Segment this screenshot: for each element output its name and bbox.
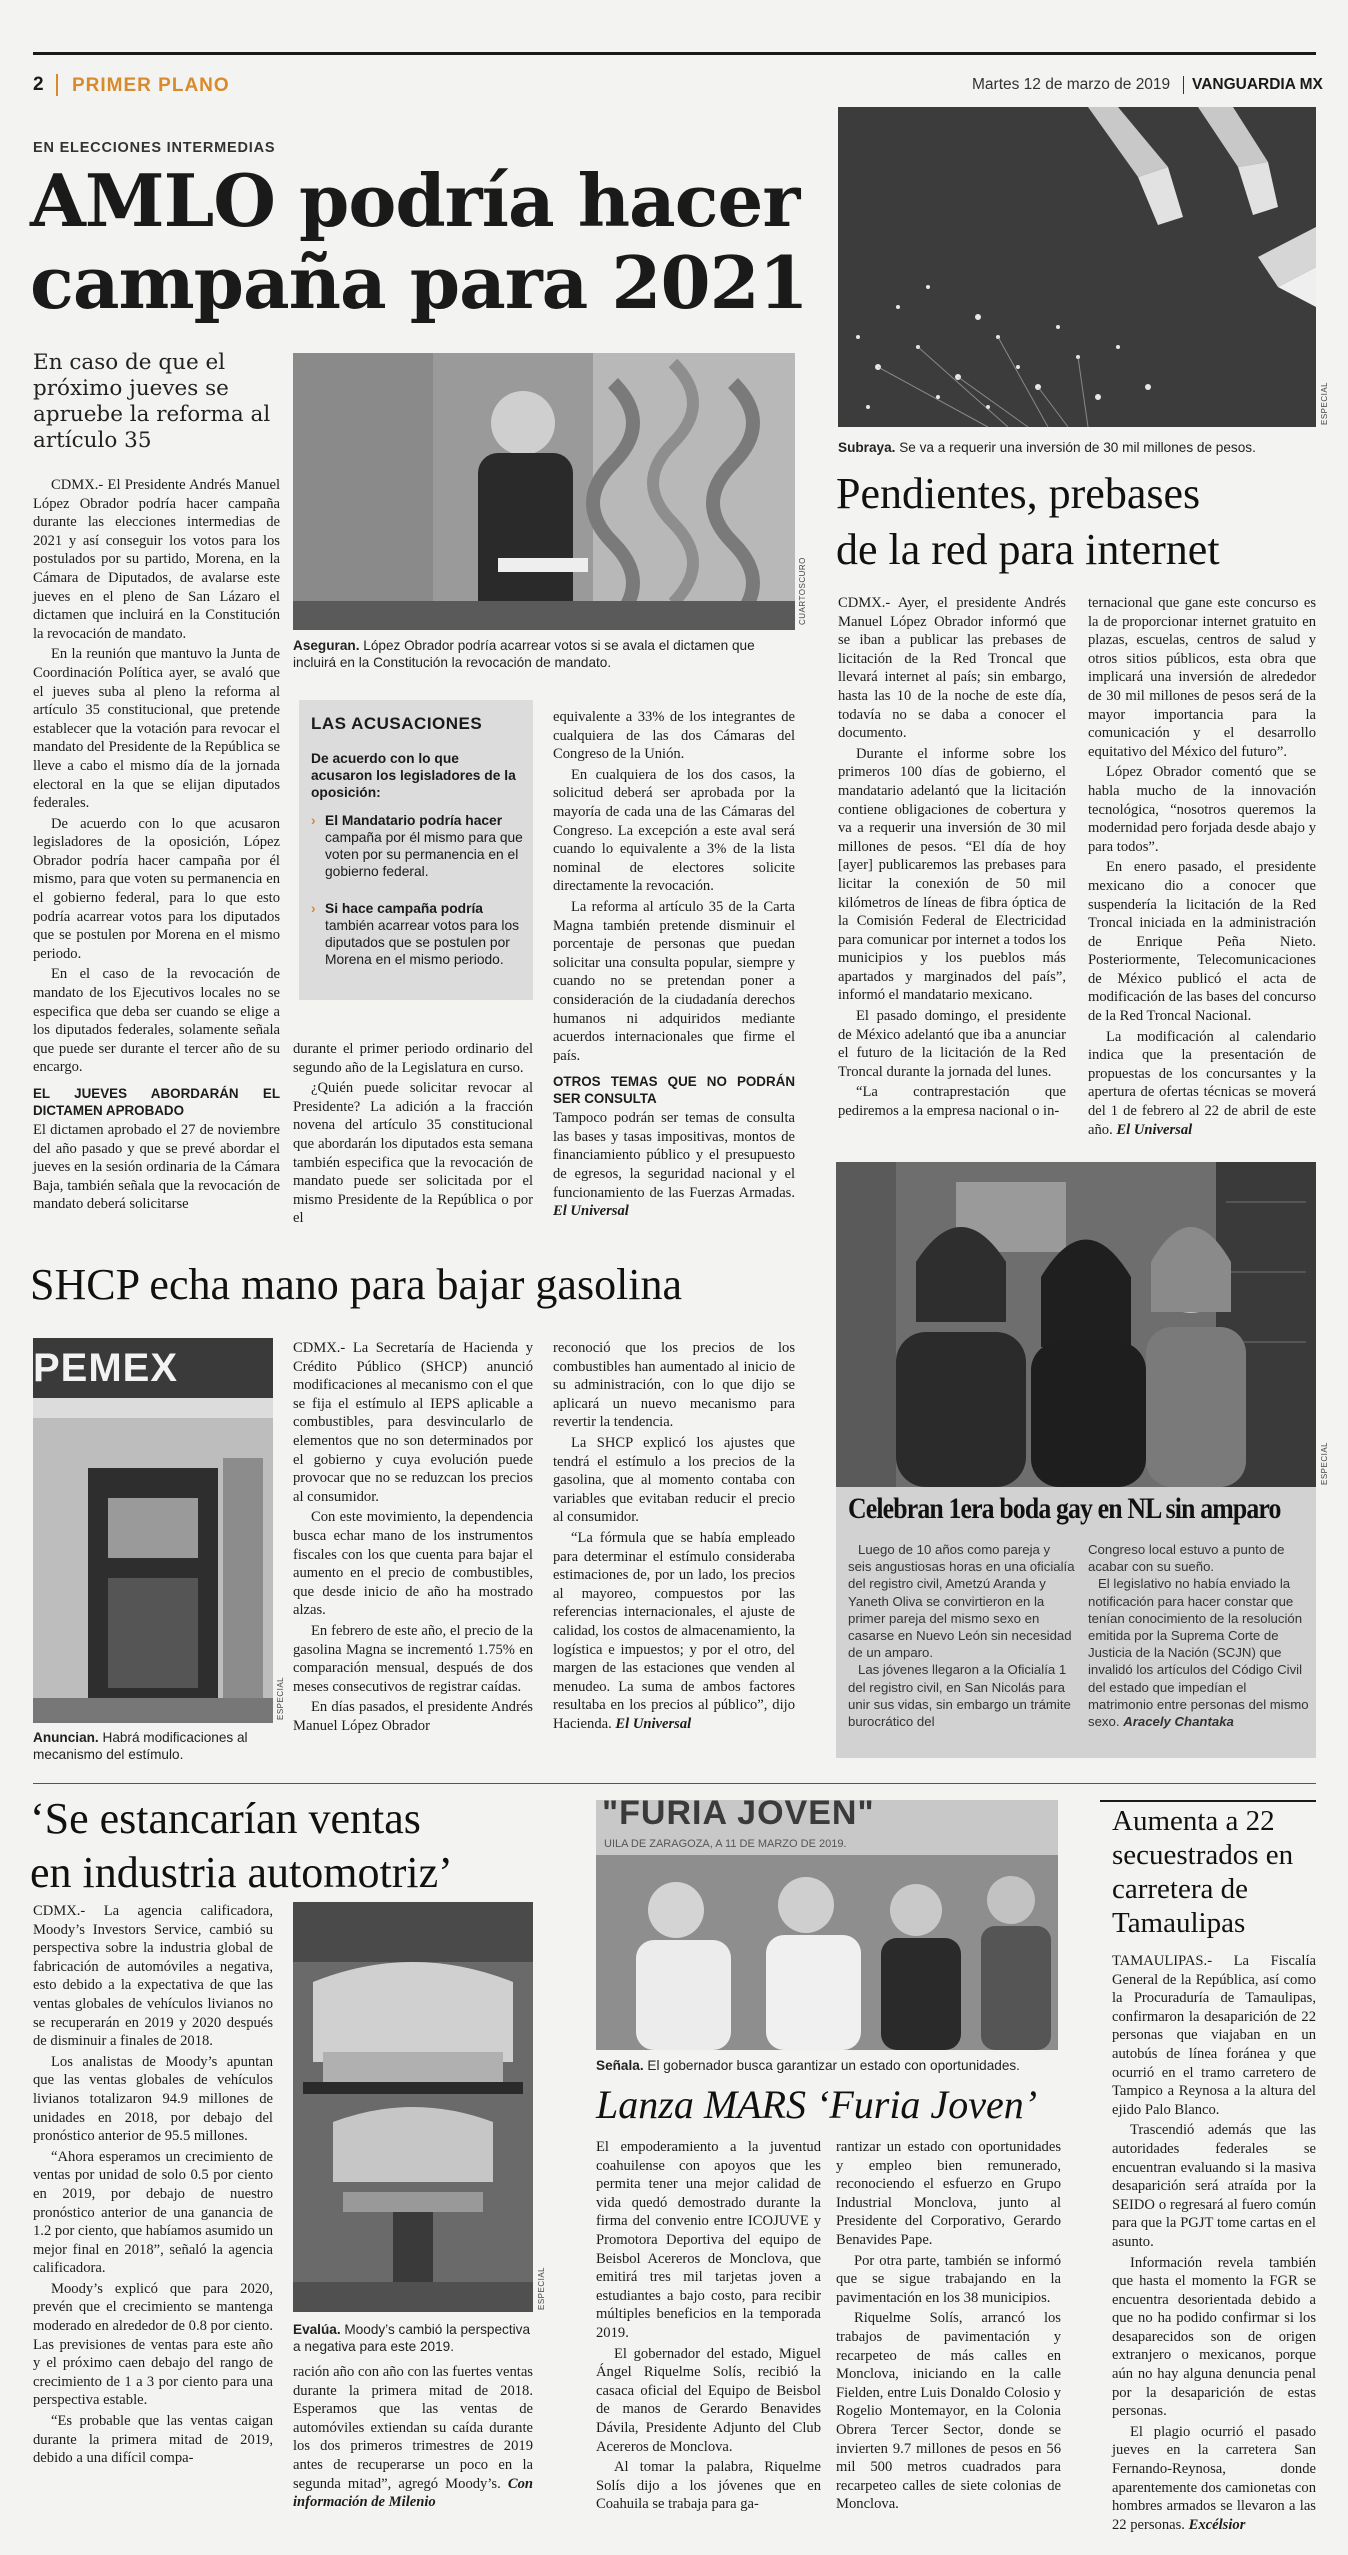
shcp-headline: SHCP echa mano para bajar gasolina <box>30 1260 683 1309</box>
acusaciones-item-1 <box>311 812 523 880</box>
shcp-caption-text: Habrá modificaciones al mecanismo del estímulo. <box>33 1730 248 1762</box>
auto-paragraph-text: ración año con año con las fuertes ventas durante la primera mitad de 2018. Esperamos que las ventas de automóviles extiendan su caída durante los dos primeros trimestres de 2019 antes de recuperarse un poco en la segunda mitad”, agregó Moody’s. <box>293 2364 533 2492</box>
shcp-paragraph <box>553 1529 795 1734</box>
acusaciones-item-2 <box>311 900 523 968</box>
tamaulipas-signature: Excélsior <box>1188 2516 1246 2533</box>
boda-photo-illustration <box>836 1162 1316 1487</box>
amlo-paragraph <box>553 1109 795 1221</box>
amlo-headline <box>30 160 808 324</box>
amlo-paragraph: De acuerdo con lo que acusaron legisladores de la oposición, López Obrador podría hacer campaña por él mismo, para que voten su permanencia en el gobierno federal, para lo que esto podría acarrear votos para los diputados que se postulen por Morena en el mismo periodo. <box>33 815 280 962</box>
shcp-column-1 <box>293 1339 533 1769</box>
acusaciones-box <box>299 700 533 1000</box>
header-date-separator <box>1183 76 1184 94</box>
internet-column-1 <box>838 594 1066 1174</box>
mars-paragraph: rantizar un estado con oportunidades y empleo bien remunerado, reconociendo el esfuerzo en Grupo Industrial Monclova, junto al Presidente del Corporativo, Gerardo Benavides Pape. <box>836 2139 1061 2248</box>
mars-paragraph: El gobernador del estado, Miguel Ángel Riquelme Solís, recibió la casaca oficial del Equipo de Beisbol de manos de Gerardo Benavides Dávila, Presidente Adjunto del Club Acereros de Monclova. <box>596 2345 821 2455</box>
internet-paragraph: Durante el informe sobre los primeros 100 días de gobierno, el mandatario adelantó que la licitación contiene obligaciones de cobertura y va a requerir una inversión de 30 mil millones de pesos. “El día de hoy [ayer] publicaremos las prebases para licitar la conexión de 50 mil kilómetros de líneas de fibra óptica de la Comisión Federal de Electricidad para comunicar por internet a todos los municipios y los pueblos más apartados y marginados del país”, informó el mandatario mexicano. <box>838 745 1066 1004</box>
shcp-signature: El Universal <box>615 1715 692 1732</box>
amlo-paragraph: El dictamen aprobado el 27 de noviembre del año pasado y que se prevé abordar el jueves en la sesión ordinaria de la Cámara Baja, también señala que la revocación de mandato deberá solicitarse <box>33 1122 280 1213</box>
amlo-photo-credit: CUARTOSCURO <box>798 557 807 625</box>
auto-signature: Con información de Milenio <box>293 2475 533 2511</box>
auto-paragraph: “Ahora esperamos un crecimiento de ventas por unidad de solo 0.5 por ciento en 2019, por debajo de nuestro pronóstico anterior de una ganancia de 1.2 por ciento, que habíamos asumido un mejor final en 2018”, señaló la agencia calificadora. <box>33 2148 273 2277</box>
amlo-photo-illustration <box>293 353 795 630</box>
shcp-caption-bold: Anuncian. <box>33 1730 99 1745</box>
amlo-caption-text: López Obrador podría acarrear votos si se avala el dictamen que incluirá en la Constitución la revocación de mandato. <box>293 638 755 670</box>
amlo-photo-caption <box>293 638 793 671</box>
tamaulipas-paragraph: TAMAULIPAS.- La Fiscalía General de la República, así como la Procuraduría de Tamaulipas, confirmaron la desaparición de 22 personas que viajaban en un autobús de línea foránea y que ocurrió en el tramo carretero de Tampico a Reynosa a la altura del ejido Palo Blanco. <box>1112 1953 1316 2118</box>
amlo-subhead: OTROS TEMAS QUE NO PODRÁN SER CONSULTA <box>553 1074 795 1107</box>
tamaulipas-paragraph-text: El plagio ocurrió el pasado jueves en la carretera San Fernando-Reynosa, donde aparentemente dos camionetas con hombres armados se llevaron a las 22 personas. <box>1112 2423 1316 2533</box>
shcp-paragraph-text: “La fórmula que se había empleado para determinar el estímulo consideraba estimaciones de, por un lado, los precios al mayoreo, compuestos por las referencias internacionales, el ajuste de calidad, los costos de almacenamiento, la logística e impuestos; y por el otro, del margen de las estaciones que venden al menudeo. La suma de ambos factores resultaba en los precios al público”, dijo Hacienda. <box>553 1529 795 1732</box>
amlo-column-3 <box>553 708 795 1248</box>
auto-photo <box>293 1902 533 2312</box>
amlo-paragraph-text: Tampoco podrán ser temas de consulta las bases y tasas impositivas, montos de financiamiento público y el presupuesto de egresos, la seguridad nacional y el funcionamiento de las Fuerzas Armadas. <box>553 1110 795 1201</box>
boda-headline: Celebran 1era boda gay en NL sin amparo <box>848 1492 1281 1525</box>
internet-photo-caption <box>838 440 1316 457</box>
shcp-photo-caption <box>33 1730 273 1763</box>
pemex-sign: PEMEX <box>33 1346 179 1390</box>
auto-paragraph: Los analistas de Moody’s apuntan que las ventas globales de vehículos livianos totalizaron 94.9 millones de unidades en 2018, por debajo del pronóstico anterior de 95.5 millones. <box>33 2053 273 2145</box>
boda-photo <box>836 1162 1316 1487</box>
internet-headline <box>836 466 1220 578</box>
internet-paragraph: En enero pasado, el presidente mexicano dio a conocer que suspendería la licitación de la Red Troncal iniciada en la administración de Enrique Peña Nieto. Posteriormente, Telecomunicaciones de México publicó el acta de modificación de las bases del concurso de la Red Troncal Nacional. <box>1088 859 1316 1025</box>
boda-paragraph: Las jóvenes llegaron a la Oficialía 1 del registro civil, en San Nicolás para unir sus vidas, sin embargo un trámite burocrático del <box>848 1662 1071 1730</box>
auto-caption-bold: Evalúa. <box>293 2322 341 2337</box>
internet-paragraph: ternacional que gane este concurso es la de proporcionar internet gratuito en plazas, escuelas, centros de salud y otros sitios públicos, esta obra que implicará una inversión de alrededor de 30 mil millones de pesos será de la mayor importancia para la comunicación y el desarrollo equitativo del México del futuro”. <box>1088 595 1316 760</box>
amlo-photo <box>293 353 795 630</box>
tamaulipas-paragraph: Información revela también que hasta el momento la FGR se encuentra desorientada debido a que no ha podido confirmar si los desaparecidos son de origen extranjero o mexicanos, porque aún no hay alguna denuncia penal por la desaparición de estas personas. <box>1112 2254 1316 2420</box>
acusaciones-title: LAS ACUSACIONES <box>311 714 483 733</box>
shcp-paragraph: Con este movimiento, la dependencia busca echar mano de los instrumentos fiscales con los que cuenta para bajar el aumento en el precio de combustibles, que desde inicio de año ha mostrado alzas. <box>293 1509 533 1619</box>
amlo-subhead: EL JUEVES ABORDARÁN EL DICTAMEN APROBADO <box>33 1086 280 1118</box>
header-paper: VANGUARDIA MX <box>1192 76 1323 93</box>
mars-column-2 <box>836 2138 1061 2548</box>
mars-paragraph: Riquelme Solís, arrancó los trabajos de pavimentación y recarpeteo de más calles en Monclova, iniciando en la calle Fielden, entre Luis Donaldo Colosio y Rogelio Montemayor, en la Colonia Obrera Tercer Sector, donde se invierten 9.7 millones de pesos en 56 mil 500 metros cuadrados para recarpeteo calles de siete colonias de Monclova. <box>836 2310 1061 2513</box>
section-label: PRIMER PLANO <box>72 75 230 96</box>
auto-headline <box>30 1792 453 1900</box>
shcp-photo <box>33 1338 273 1723</box>
internet-headline-line2: de la red para internet <box>836 525 1220 574</box>
boda-paragraph: Luego de 10 años como pareja y seis angustiosas horas en una oficialía del registro civil, Ametzú Aranda y Yaneth Oliva se convirtieron en la primer pareja del mismo sexo en casarse en Nuevo León sin necesidad de un amparo. <box>848 1542 1075 1661</box>
acusaciones-item-2-bold: Si hace campaña podría <box>325 901 483 916</box>
mars-caption-bold: Señala. <box>596 2058 644 2073</box>
shcp-paragraph: La SHCP explicó los ajustes que tendrá el estímulo a los precios de la gasolina, que al momento contaba con variables que evitaban reducir el precio al consumidor. <box>553 1434 795 1526</box>
header-separator <box>56 74 58 96</box>
internet-photo-illustration <box>838 107 1316 427</box>
amlo-paragraph: durante el primer periodo ordinario del segundo año de la Legislatura en curso. <box>293 1041 533 1076</box>
shcp-column-2 <box>553 1339 795 1769</box>
tamaulipas-rule <box>1100 1800 1316 1802</box>
page-number: 2 <box>33 74 44 95</box>
auto-caption-text: Moody’s cambió la perspectiva a negativa para este 2019. <box>293 2322 531 2354</box>
mars-photo-banner-sub: UILA DE ZARAGOZA, A 11 DE MARZO DE 2019. <box>604 1838 847 1850</box>
auto-photo-illustration <box>293 1902 533 2312</box>
mars-column-1 <box>596 2138 821 2548</box>
boda-column-2 <box>1088 1541 1310 1730</box>
amlo-paragraph: CDMX.- El Presidente Andrés Manuel López Obrador podría hacer campaña durante las elecciones intermedias de 2021 y así conseguir los votos para los postulados por su partido, Morena, en la Cámara de Diputados, de avalarse este jueves en el pleno de San Lázaro el dictamen que incluirá en la Constitución la revocación de mandato. <box>33 477 280 642</box>
internet-caption-bold: Subraya. <box>838 440 896 455</box>
boda-photo-credit: ESPECIAL <box>1320 1441 1329 1485</box>
internet-paragraph <box>1088 1028 1316 1140</box>
auto-headline-line1: ‘Se estancarían ventas <box>30 1794 421 1843</box>
header-rule <box>33 52 1316 55</box>
boda-paragraph-text: El legislativo no había enviado la notificación para hacer constar que tenían conocimiento de la resolución emitida por la Suprema Corte de Justicia de la Nación (SCJN) que invalidó los artículos del Código Civil del estado que impedían el matrimonio entre personas del mismo sexo. <box>1088 1576 1309 1730</box>
shcp-paragraph: En días pasados, el presidente Andrés Manuel López Obrador <box>293 1699 533 1734</box>
auto-photo-caption <box>293 2322 533 2355</box>
auto-paragraph: CDMX.- La agencia calificadora, Moody’s Investors Service, cambió su perspectiva sobre la industria global de fabricación de automóviles a negativa, esto debido a la expectativa de que las ventas globales de vehículos livianos no se recuperarán en 2019 y 2020 después de disminuir a finales de 2018. <box>33 1903 273 2050</box>
tamaulipas-paragraph: Trascendió además que las autoridades federales se encuentran evaluando si la masiva desaparición será atraída por la SEIDO o regresará al fuero común para que la PGJT tome cartas en el asunto. <box>1112 2122 1316 2250</box>
internet-caption-text: Se va a requerir una inversión de 30 mil millones de pesos. <box>895 440 1256 455</box>
acusaciones-item-2-text: también acarrear votos para los diputados que se postulen por Morena en el mismo periodo. <box>325 918 520 967</box>
amlo-column-1 <box>33 476 280 1213</box>
amlo-headline-line1: AMLO podría hacer <box>30 158 800 243</box>
internet-photo <box>838 107 1316 427</box>
shcp-paragraph: reconoció que los precios de los combustibles han aumentado al inicio de su administración, con lo que dijo se aplicará un nuevo mecanismo para revertir la tendencia. <box>553 1340 795 1431</box>
internet-column-2 <box>1088 594 1316 1174</box>
shcp-photo-credit: ESPECIAL <box>276 1676 285 1720</box>
amlo-paragraph: En la reunión que mantuvo la Junta de Coordinación Política ayer, se avaló que el jueves suba al pleno la reforma al artículo 35 constitucional, que pretende establecer que la votación para revocar el mandato del Presidente de la República se lleve a cabo el mismo día de la jornada electoral en la que se elijan diputados federales. <box>33 646 280 812</box>
acusaciones-intro: De acuerdo con lo que acusaron los legisladores de la oposición: <box>311 751 516 800</box>
internet-paragraph: “La contraprestación que pediremos a la empresa nacional o in- <box>838 1084 1066 1120</box>
tamaulipas-paragraph <box>1112 2423 1316 2535</box>
tamaulipas-headline: Aumenta a 22 secuestrados en carretera de Tamaulipas <box>1112 1805 1294 1939</box>
mars-photo-caption <box>596 2058 1066 2075</box>
mars-paragraph: Por otra parte, también se informó que se sigue trabajando en la pavimentación en los 38 municipios. <box>836 2252 1061 2306</box>
amlo-paragraph: En el caso de la revocación de mandato de los Ejecutivos locales no se especifica que deba ser cuando se elige a los diputados federales, solamente señala que puede ser durante el tercer año de su encargo. <box>33 966 280 1076</box>
acusaciones-item-1-text: campaña por él mismo para que voten por su permanencia en el gobierno federal. <box>325 830 523 879</box>
internet-headline-line1: Pendientes, prebases <box>836 469 1201 518</box>
amlo-signature: El Universal <box>553 1203 629 1220</box>
boda-signature: Aracely Chantaka <box>1123 1714 1234 1730</box>
amlo-column-2 <box>293 1040 533 1250</box>
internet-photo-credit: ESPECIAL <box>1320 381 1329 425</box>
auto-photo-credit: ESPECIAL <box>537 2266 546 2310</box>
auto-headline-line2: en industria automotriz’ <box>30 1848 453 1897</box>
internet-paragraph: El pasado domingo, el presidente de México adelantó que iba a anunciar el futuro de la licitación de la Red Troncal durante la jornada del lunes. <box>838 1008 1066 1080</box>
amlo-caption-bold: Aseguran. <box>293 638 360 653</box>
mars-paragraph: Al tomar la palabra, Riquelme Solís dijo a los jóvenes que en Coahuila se trabaja para ga- <box>596 2459 821 2513</box>
bullet-arrow-icon: › <box>311 901 316 916</box>
section-divider <box>33 1783 1316 1784</box>
amlo-headline-line2: campaña para 2021 <box>30 240 808 325</box>
header-date: Martes 12 de marzo de 2019 <box>972 76 1171 93</box>
tamaulipas-column <box>1112 1952 1316 2547</box>
auto-column-1 <box>33 1902 273 2542</box>
amlo-deck: En caso de que el próximo jueves se apruebe la reforma al artículo 35 <box>33 350 271 453</box>
boda-paragraph <box>1088 1575 1310 1730</box>
internet-signature: El Universal <box>1116 1121 1193 1138</box>
mars-headline: Lanza MARS ‘Furia Joven’ <box>596 2082 1038 2127</box>
internet-paragraph: López Obrador comentó que se habla mucho de la innovación tecnológica, “nosotros queremos la modernidad pero forjada desde abajo y para todos”. <box>1088 764 1316 855</box>
shcp-paragraph: CDMX.- La Secretaría de Hacienda y Crédito Público (SHCP) anunció modificaciones al mecanismo con el que se fija el estímulo al IEPS aplicable a combustibles, para desvincularlo de elementos que no son determinados por el gobierno y cuya evolución puede provocar que no se reduzcan los precios al consumidor. <box>293 1340 533 1505</box>
amlo-paragraph: En cualquiera de los dos casos, la solicitud deberá ser aprobada por la mayoría de cada una de las Cámaras del Congreso. La excepción a este aval será cuando lo equivalente a 3% de la lista nominal de electores solicite directamente la revocación. <box>553 766 795 895</box>
amlo-kicker: EN ELECCIONES INTERMEDIAS <box>33 140 276 156</box>
bullet-arrow-icon: › <box>311 813 316 828</box>
mars-photo <box>596 1794 1058 2050</box>
mars-paragraph: El empoderamiento a la juventud coahuilense con apoyos que les permita tener una mejor calidad de vida quedó demostrado durante la firma del convenio entre ICOJUVE y Promotora Deportiva del equipo de Beisbol Acereros de Monclova, que emitirá tres mil tarjetas joven a estudiantes a bajo costo, para recibir múltiples beneficios en la temporada 2019. <box>596 2139 821 2341</box>
auto-paragraph: “Es probable que las ventas caigan durante la primera mitad de 2019, debido a una difícil compa- <box>33 2413 273 2467</box>
internet-paragraph: CDMX.- Ayer, el presidente Andrés Manuel López Obrador informó que se iban a publicar las prebases de licitación de la Red Troncal que llevará internet al país; sin embargo, hasta las 10 de la noche de este día, todavía no se daba a conocer el documento. <box>838 595 1066 742</box>
mars-caption-text: El gobernador busca garantizar un estado con oportunidades. <box>643 2058 1020 2073</box>
auto-paragraph: Moody’s explicó que para 2020, prevén que el crecimiento se mantenga moderado en alrededor de 0.8 por ciento. Las previsiones de ventas para este año y el próximo caen debajo del rango de crecimiento de 1 a 3 por ciento para una perspectiva estable. <box>33 2280 273 2409</box>
amlo-paragraph: equivalente a 33% de los integrantes de cualquiera de las dos Cámaras del Congreso de la Unión. <box>553 709 795 763</box>
amlo-paragraph: La reforma al artículo 35 de la Carta Magna también pretende disminuir el porcentaje de personas que puedan solicitar una consulta popular, siempre y cuando no se pretendan poner a consideración de la ciudadanía derechos humanos ni adquiridos mediante acuerdos internacionales que firme el país. <box>553 898 795 1064</box>
mars-photo-banner: "FURIA JOVEN" <box>602 1794 875 1832</box>
boda-column-1 <box>848 1541 1076 1730</box>
auto-column-2 <box>293 2363 533 2543</box>
internet-paragraph-text: La modificación al calendario indica que la presentación de propuestas de los concursantes y la apertura de ofertas técnicas se moverá del 1 de febrero al 22 de abril de este año. <box>1088 1028 1316 1138</box>
amlo-paragraph: ¿Quién puede solicitar revocar al Presidente? La adición a la fracción novena del artículo 35 constitucional que abordarán los diputados esta semana también especifica que la revocación de mandato puede ser solicitada por el mismo Presidente de la República o por el <box>293 1080 533 1227</box>
auto-paragraph <box>293 2363 533 2512</box>
acusaciones-item-1-bold: El Mandatario podría hacer <box>325 813 503 828</box>
boda-paragraph: Congreso local estuvo a punto de acabar con su sueño. <box>1088 1542 1285 1575</box>
shcp-photo-illustration <box>33 1338 273 1723</box>
shcp-paragraph: En febrero de este año, el precio de la gasolina Magna se incrementó 1.75% en comparación mensual, después de dos meses consecutivos de registrar caídas. <box>293 1622 533 1695</box>
